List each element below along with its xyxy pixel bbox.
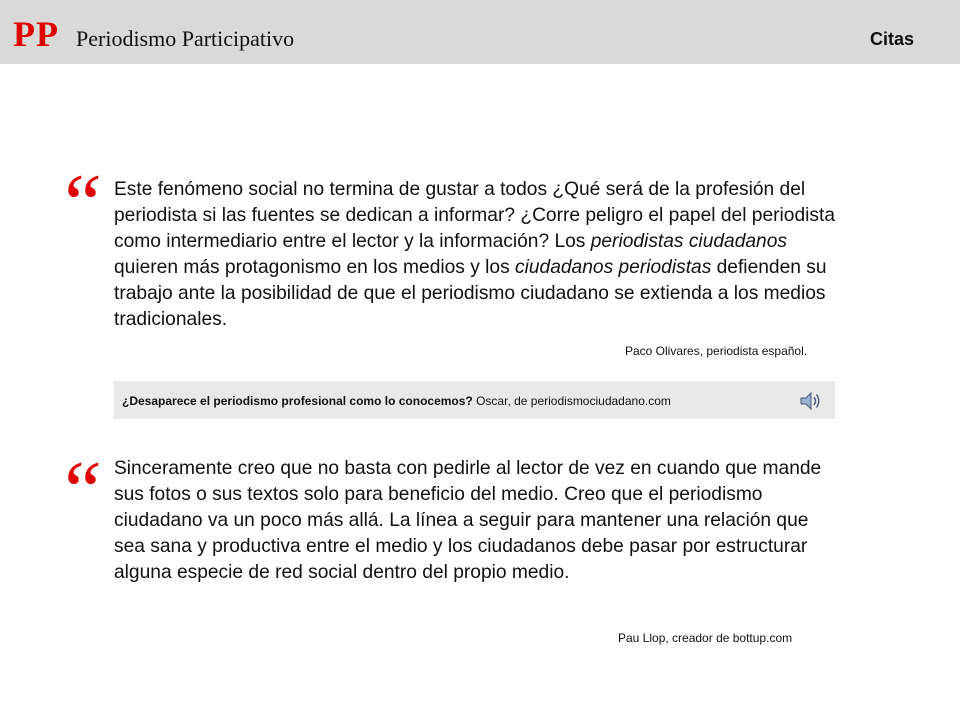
quote-text-1 [114,177,836,333]
quote-1-text-part: defienden su trabajo ante la posibilidad de que el periodismo ciudadano se extienda a los medios tradicionales. [114,257,827,330]
quote-2-author: Pau Llop, creador de bottup.com [618,631,793,645]
site-logo[interactable]: PP [13,14,59,54]
audio-clip-question: ¿Desaparece el periodismo profesional como lo conocemos? [122,394,473,408]
audio-clip-bar[interactable] [114,381,835,419]
quote-mark-icon: “ [56,444,103,537]
header-bar [0,0,960,64]
quote-1-text-part: Este fenómeno social no termina de gustar a todos ¿Qué será de la profesión del periodista si las fuentes se dedican a informar? ¿Corre peligro el papel del periodista como intermediario entre el lector y la información? Los [114,179,835,252]
section-title: Citas [869,29,914,49]
audio-clip-credit: Oscar, de periodismociudadano.com [472,394,671,408]
site-title: Periodismo Participativo [76,26,295,51]
quote-text-2: Sinceramente creo que no basta con pedirle al lector de vez en cuando que mande sus fotos o sus textos solo para beneficio del medio. Creo que el periodismo ciudadano va un poco más allá. La línea a seguir para mantener una relación que sea sana y productiva entre el medio y los ciudadanos debe pasar por estructurar alguna especie de red social dentro del propio medio. [114,458,822,583]
quote-1-emphasis: periodistas ciudadanos [590,231,787,252]
quote-1-text-part: quieren más protagonismo en los medios y los [114,257,516,278]
quote-1-emphasis: ciudadanos periodistas [515,257,712,278]
quote-1-author: Paco Olivares, periodista español. [625,344,808,358]
quote-mark-icon: “ [56,157,103,250]
audio-clip-caption [122,393,671,409]
speaker-icon[interactable] [799,390,823,412]
